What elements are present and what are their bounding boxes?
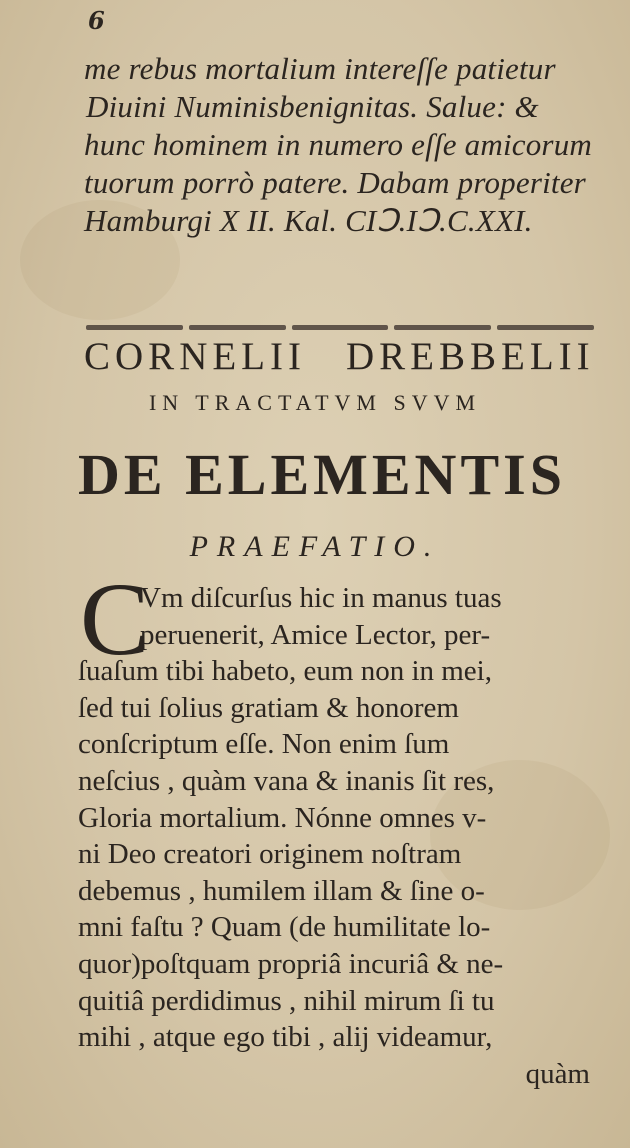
letter-line: hunc hominem in numero eſſe amicorum xyxy=(84,127,592,162)
author-first-name: CORNELII xyxy=(84,335,306,378)
body-line: mni faſtu ? Quam (de humilitate lo- xyxy=(78,911,491,944)
drop-cap: C xyxy=(80,562,150,677)
letter-line: me rebus mortalium intereſſe patietur xyxy=(84,51,556,86)
body-line: quor)poſtquam propriâ incuriâ & ne- xyxy=(78,947,504,980)
body-line: Vm diſcurſus hic in manus tuas xyxy=(140,582,502,614)
body-line: ni Deo creatori originem noſtram xyxy=(78,838,462,871)
author-heading xyxy=(84,335,598,379)
letter-line: Diuini Numinisbenignitas. Salue: & xyxy=(86,89,539,124)
letter-line: Hamburgi X II. Kal. CIↃ.IↃ.C.XXI. xyxy=(84,203,533,238)
author-last-name: DREBBELII xyxy=(345,335,595,378)
subheading: IN TRACTATVM SVVM xyxy=(148,390,482,415)
page-number: 6 xyxy=(88,6,105,35)
body-line: Gloria mortalium. Nónne omnes v- xyxy=(78,801,487,834)
body-line: ſed tui ſolius gratiam & honorem xyxy=(78,691,459,724)
body-line: neſcius , quàm vana & inanis ſit res, xyxy=(78,764,495,797)
ornamental-rule xyxy=(86,322,594,332)
section-title: DE ELEMENTIS xyxy=(78,442,566,507)
catchword: quàm xyxy=(525,1057,590,1090)
preface-body xyxy=(78,580,598,1092)
body-line: ſuaſum tibi habeto, eum non in mei, xyxy=(78,655,492,688)
body-line: quitiâ perdidimus , nihil mirum ſi tu xyxy=(78,984,495,1017)
body-line: conſcriptum eſſe. Non enim ſum xyxy=(78,728,450,761)
praefatio-heading: PRAEFATIO. xyxy=(189,530,441,563)
body-line: debemus , humilem illam & ſine o- xyxy=(78,874,485,907)
letter-closing xyxy=(84,50,604,240)
letter-line: tuorum porrò patere. Dabam properiter xyxy=(84,165,586,200)
body-line: mihi , atque ego tibi , alij videamur, xyxy=(78,1021,493,1054)
body-line: peruenerit, Amice Lector, per- xyxy=(140,618,491,651)
